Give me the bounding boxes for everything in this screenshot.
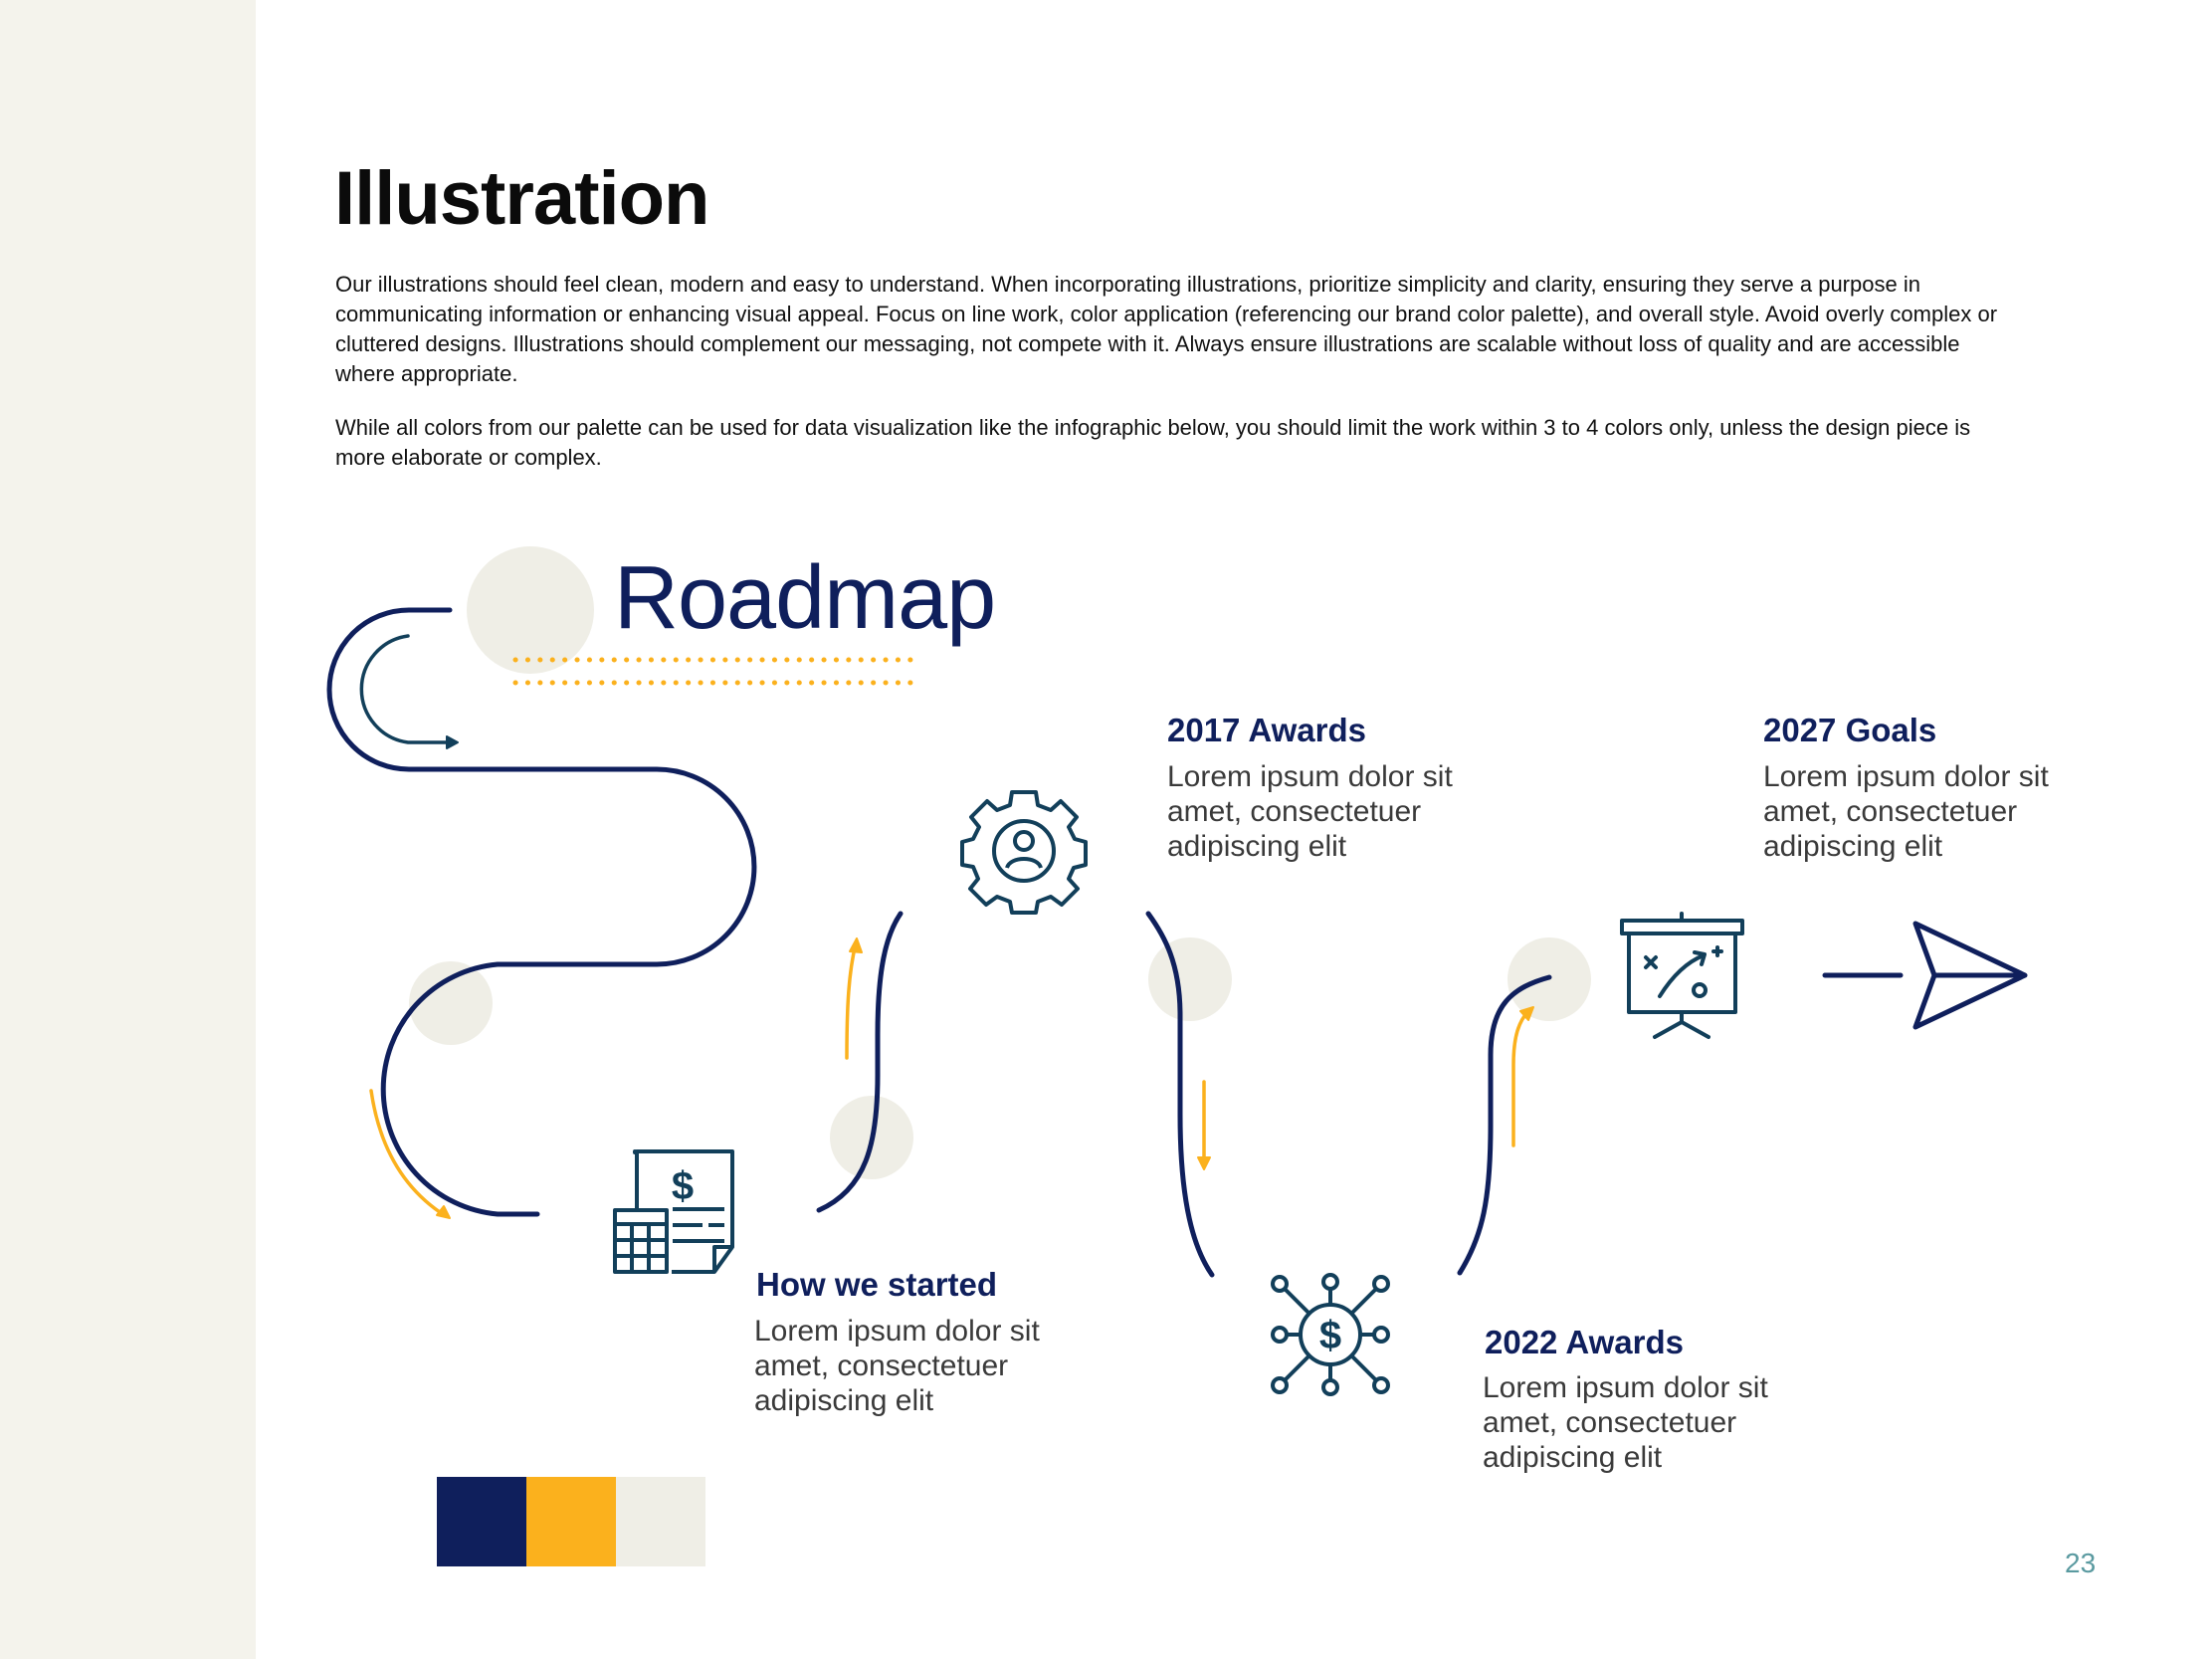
palette-swatch-cream (616, 1477, 705, 1566)
milestone-description-2022-awards: Lorem ipsum dolor sit amet, consectetuer adipiscing elit (1483, 1371, 1768, 1474)
teal-start-arrow (361, 636, 454, 742)
palette-swatch-navy (437, 1477, 526, 1566)
milestone-title-how-we-started: How we started (756, 1266, 998, 1303)
roadmap-title: Roadmap (614, 548, 996, 648)
title-dotted-underline (515, 660, 918, 683)
network-dollar-glyph: $ (1318, 1314, 1342, 1357)
intro-paragraph: Our illustrations should feel clean, modern and easy to understand. When incorporating illustrations, prioritize simplicity and clarity, ensuring they serve a purpose in communicating information or enhancing visual appeal. Focus on line work, color application (referencing our brand color palette), and overall style. Avoid overly complex or cluttered designs. Illustrations should complement our messaging, not compete with it. Always ensure illustrations are scalable without loss of quality and are accessible where appropriate. (335, 272, 1998, 386)
milestone-title-2027-goals: 2027 Goals (1763, 712, 1937, 748)
page-number: 23 (2065, 1548, 2097, 1578)
milestone-description-2017-awards: Lorem ipsum dolor sit amet, consectetuer adipiscing elit (1167, 760, 1453, 863)
page-title: Illustration (334, 156, 709, 241)
paper-plane-icon (1915, 924, 2025, 1027)
yellow-arrow-curve (371, 1091, 446, 1216)
milestone-description-how-we-started: Lorem ipsum dolor sit amet, consectetuer adipiscing elit (754, 1315, 1040, 1417)
yellow-arrow-up-2 (1513, 1010, 1529, 1145)
invoice-dollar-glyph: $ (671, 1164, 695, 1208)
roadmap-path (329, 610, 1901, 1275)
palette-note-paragraph: While all colors from our palette can be used for data visualization like the infographic below, you should limit the work within 3 to 4 colors only, unless the design piece is more elaborate or complex. (335, 415, 1971, 470)
strategy-board-icon (1622, 914, 1742, 1037)
gear-person-icon (962, 792, 1086, 913)
palette-swatch-yellow (526, 1477, 616, 1566)
milestone-title-2022-awards: 2022 Awards (1485, 1324, 1684, 1360)
milestone-title-2017-awards: 2017 Awards (1167, 712, 1366, 748)
yellow-arrow-up-1 (847, 943, 856, 1058)
milestone-description-2027-goals: Lorem ipsum dolor sit amet, consectetuer adipiscing elit (1763, 760, 2049, 863)
